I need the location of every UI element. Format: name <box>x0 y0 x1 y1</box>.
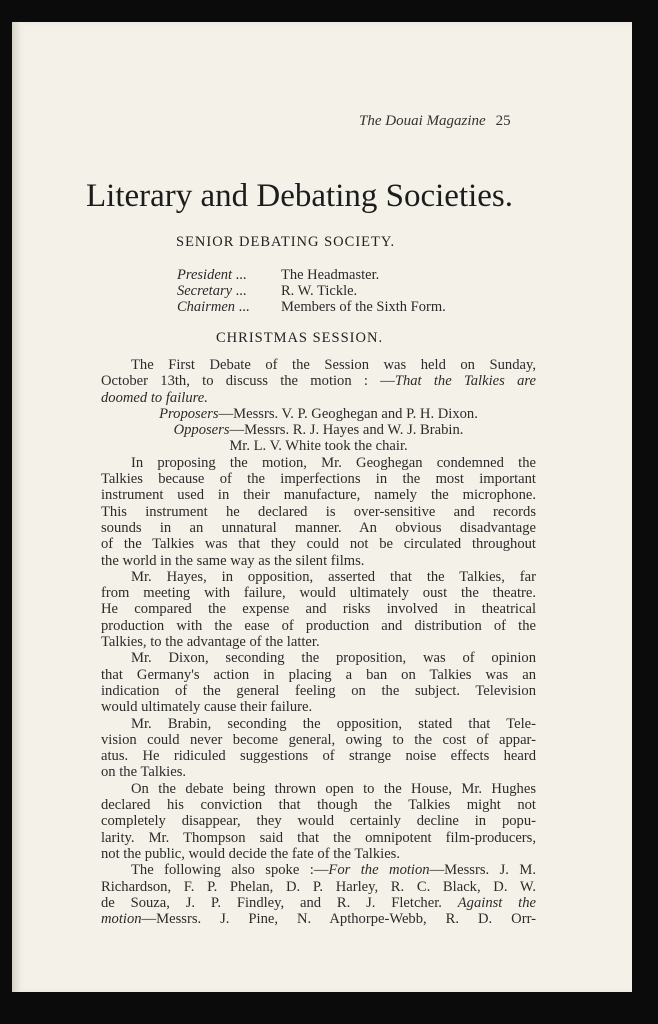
officers-list <box>177 267 446 315</box>
text-line: Opposers—Messrs. R. J. Hayes and W. J. Brabin. <box>173 422 464 439</box>
text-line: production with the ease of production and distribution of the <box>101 617 536 634</box>
page-gutter <box>12 22 22 992</box>
text-line: Talkies because of the imperfections in the most important <box>101 471 536 488</box>
text-line: Mr. Hayes, in opposition, asserted that the Talkies, far <box>131 568 536 585</box>
page-title: Literary and Debating Societies. <box>86 178 514 214</box>
text-line: Proposers—Messrs. V. P. Geoghegan and P. H. Dixon. <box>159 405 478 422</box>
text-line: Mr. Dixon, seconding the proposition, was of opinion <box>131 650 536 667</box>
officer-role: President <box>177 267 233 283</box>
text-line: declared his conviction that though the Talkies might not <box>101 797 536 814</box>
leader-dots: ... <box>232 283 247 299</box>
officer-value: The Headmaster. <box>281 267 380 283</box>
text-line: atus. He ridiculed suggestions of strange noise effects heard <box>101 748 536 765</box>
officer-row-secretary <box>177 283 446 299</box>
officer-row-chairmen <box>177 299 446 315</box>
senior-society-heading: SENIOR DEBATING SOCIETY. <box>176 234 396 250</box>
text-line: motion—Messrs. J. Pine, N. Apthorpe-Webb, R. D. Orr- <box>101 911 536 928</box>
text-line: On the debate being thrown open to the House, Mr. Hughes <box>131 780 536 797</box>
text-line: The following also spoke :—For the motion—Messrs. J. M. <box>131 862 537 879</box>
text-line: indication of the general feeling on the subject. Television <box>101 682 536 699</box>
magazine-title: The Douai Magazine <box>359 113 486 129</box>
running-head <box>359 113 535 130</box>
text-line: Mr. Brabin, seconding the opposition, stated that Tele- <box>131 715 536 732</box>
leader-dots: ... <box>232 267 247 283</box>
text-line: sounds in an unnatural manner. An obvious disadvantage <box>101 519 536 536</box>
text-line: In proposing the motion, Mr. Geoghegan condemned the <box>131 454 536 471</box>
officer-value: R. W. Tickle. <box>281 283 358 299</box>
officer-role: Chairmen <box>177 299 235 315</box>
christmas-session-heading: CHRISTMAS SESSION. <box>216 330 384 346</box>
text-line: not the public, would decide the fate of the Talkies. <box>101 845 401 862</box>
text-line: larity. Mr. Thompson said that the omnipotent film-producers, <box>101 829 536 846</box>
text-line: October 13th, to discuss the motion : —That the Talkies are <box>101 373 536 390</box>
text-line: He compared the expense and risks involved in theatrical <box>101 601 536 618</box>
text-line: doomed to failure. <box>101 389 208 406</box>
text-line: The First Debate of the Session was held on Sunday, <box>131 357 536 373</box>
text-line: This instrument he declared is over-sensitive and records <box>101 503 536 520</box>
text-line: from meeting with failure, would ultimately oust the theatre. <box>101 585 536 602</box>
text-line: de Souza, J. P. Findley, and R. J. Fletcher. Against the <box>101 894 536 911</box>
officer-role: Secretary <box>177 283 233 299</box>
article-body <box>101 357 536 927</box>
officer-value: Members of the Sixth Form. <box>281 299 446 315</box>
text-line: would ultimately cause their failure. <box>101 699 313 716</box>
text-line: completely disappear, they would certainly decline in popu- <box>101 813 536 830</box>
text-line: Richardson, F. P. Phelan, D. P. Harley, R. C. Black, D. W. <box>101 878 536 895</box>
text-line: Mr. L. V. White took the chair. <box>229 438 408 455</box>
text-line: on the Talkies. <box>101 764 187 781</box>
text-line: instrument used in their manufacture, namely the microphone. <box>101 487 536 504</box>
leader-dots: ... <box>235 299 250 315</box>
motion-text: That the Talkies are <box>394 373 536 390</box>
text-line: Talkies, to the advantage of the latter. <box>101 634 320 651</box>
text-line: vision could never become general, owing to the cost of appar- <box>101 731 536 748</box>
text-line: the world in the same way as the silent films. <box>101 552 365 569</box>
text-line: of the Talkies was that they could not be circulated throughout <box>101 536 536 553</box>
officer-row-president <box>177 267 446 283</box>
text-line: that Germany's action in placing a ban on Talkies was an <box>101 666 536 683</box>
page-number: 25 <box>495 113 511 129</box>
